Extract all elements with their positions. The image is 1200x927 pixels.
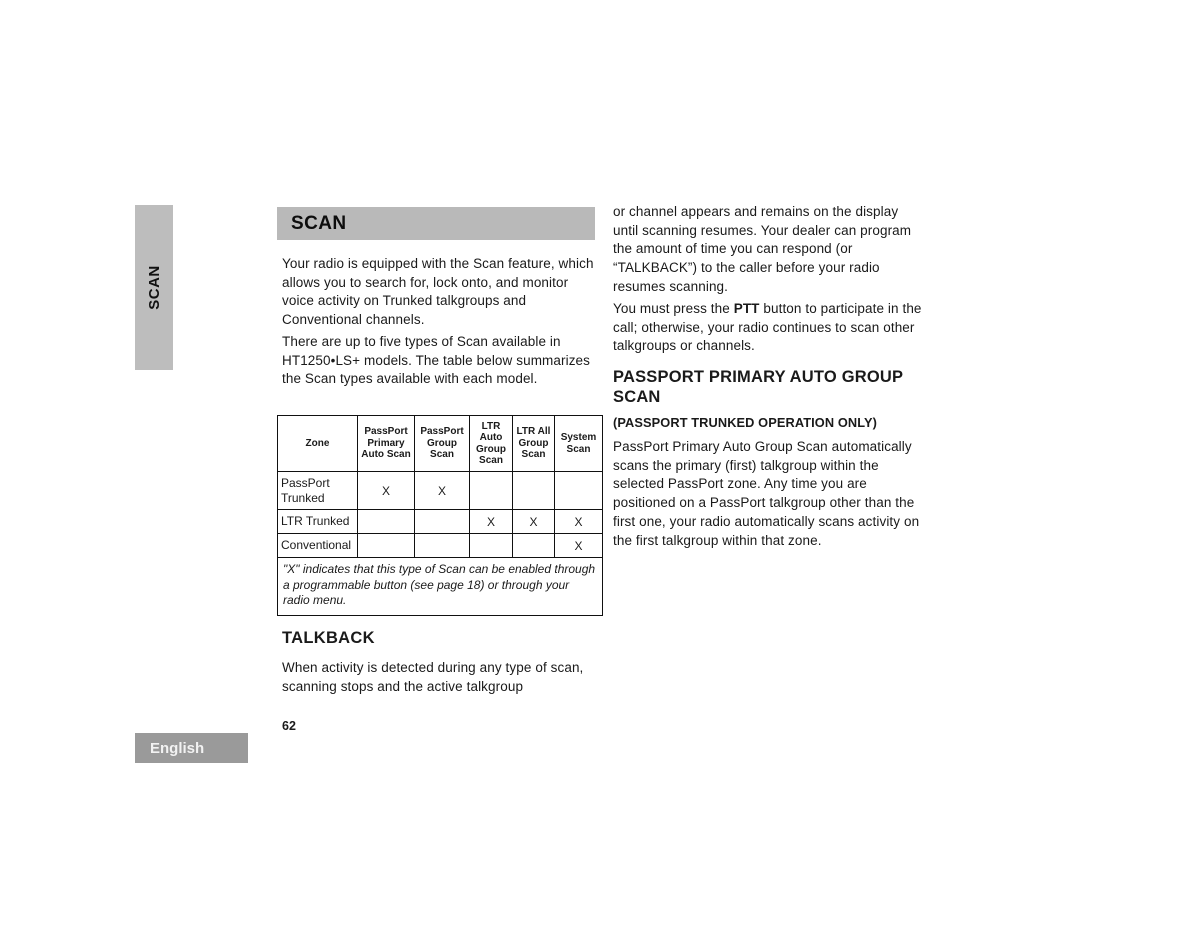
- chapter-side-tab-label: SCAN: [145, 265, 163, 310]
- col-header-system-scan: System Scan: [555, 416, 603, 472]
- ptt-paragraph: [613, 300, 927, 356]
- table-cell: X: [358, 472, 415, 510]
- col-header-ltr-all-group-scan: LTR All Group Scan: [513, 416, 555, 472]
- passport-primary-auto-group-scan-heading: PASSPORT PRIMARY AUTO GROUP SCAN: [613, 368, 903, 406]
- section-header-scan: [277, 207, 595, 240]
- table-cell: [358, 534, 415, 558]
- table-cell: [555, 472, 603, 510]
- table-row: [278, 510, 603, 534]
- zone-cell: Conventional: [278, 534, 358, 558]
- table-cell: [513, 472, 555, 510]
- table-cell: [415, 510, 470, 534]
- table-cell: X: [415, 472, 470, 510]
- section-header-scan-label: SCAN: [291, 212, 347, 234]
- table-header-row: [278, 416, 603, 472]
- zone-cell: LTR Trunked: [278, 510, 358, 534]
- zone-cell: PassPort Trunked: [278, 472, 358, 510]
- language-footer-label: English: [150, 739, 205, 757]
- table-cell: [415, 534, 470, 558]
- col-header-ltr-auto-group-scan: LTR Auto Group Scan: [470, 416, 513, 472]
- table-cell: [358, 510, 415, 534]
- ptt-bold-label: PTT: [733, 301, 760, 316]
- table-cell: X: [470, 510, 513, 534]
- passport-trunked-only-subheading: (PASSPORT TRUNKED OPERATION ONLY): [613, 415, 877, 430]
- table-cell: [513, 534, 555, 558]
- table-cell: X: [513, 510, 555, 534]
- table-footnote-row: [278, 558, 603, 616]
- chapter-side-tab: [135, 205, 173, 370]
- table-footnote: "X" indicates that this type of Scan can be enabled through a programmable button (see page 18) or through your radio menu.: [278, 558, 603, 616]
- talkback-continued-paragraph: or channel appears and remains on the display until scanning resumes. Your dealer can program the amount of time you can respond (or “TALKBACK”) to the caller before your radio resumes scanning.: [613, 204, 912, 294]
- scan-intro-paragraph: Your radio is equipped with the Scan feature, which allows you to search for, lock onto, and monitor voice activity on Trunked talkgroups and Conventional channels.: [282, 256, 594, 328]
- col-header-passport-primary-auto-scan: PassPort Primary Auto Scan: [358, 416, 415, 472]
- col-header-passport-group-scan: PassPort Group Scan: [415, 416, 470, 472]
- col-header-zone: Zone: [278, 416, 358, 472]
- page-number: 62: [282, 719, 296, 733]
- scan-types-paragraph: There are up to five types of Scan available in HT1250•LS+ models. The table below summarizes the Scan types available with each model.: [282, 334, 590, 387]
- table-row: [278, 472, 603, 510]
- scan-availability-table: [277, 415, 603, 616]
- passport-primary-auto-group-scan-paragraph: PassPort Primary Auto Group Scan automatically scans the primary (first) talkgroup within the selected PassPort zone. Any time you are positioned on a PassPort talkgroup other than the first one, your radio automatically scans activity on the first talkgroup within that zone.: [613, 439, 920, 548]
- table-cell: [470, 534, 513, 558]
- talkback-heading: TALKBACK: [282, 629, 375, 647]
- language-footer-bar: [135, 733, 248, 763]
- talkback-paragraph: When activity is detected during any type of scan, scanning stops and the active talkgroup: [282, 660, 584, 694]
- table-cell: X: [555, 534, 603, 558]
- table-cell: X: [555, 510, 603, 534]
- ptt-paragraph-end: button to participate in the call; otherwise, your radio continues to scan other talkgroups or channels.: [613, 301, 922, 354]
- table-cell: [470, 472, 513, 510]
- table-row: [278, 534, 603, 558]
- ptt-paragraph-start: You must press the: [613, 301, 734, 316]
